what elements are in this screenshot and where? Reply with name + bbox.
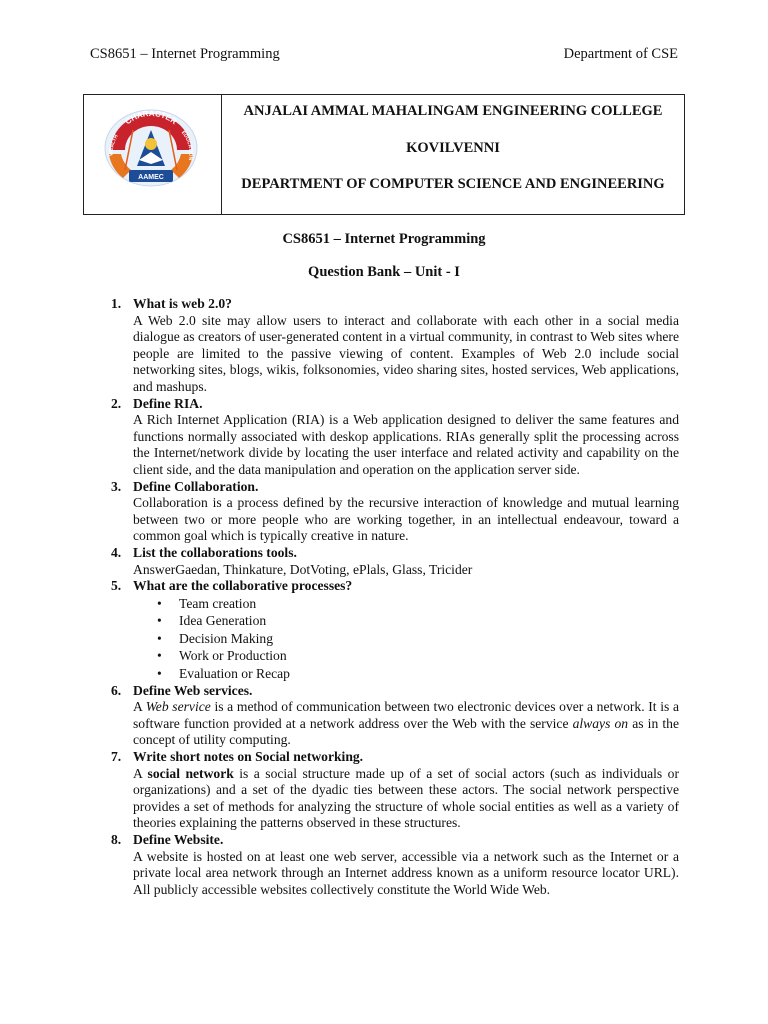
- question-answer: [133, 699, 679, 749]
- question-answer: A Rich Internet Application (RIA) is a Web application designed to deliver the same features and functions normally associated with deskop applications. RIAs generally split the processing across the Internet/network divide by locating the user interface and related activity and capability on the client side, and the data manipulation and operation on the application server side.: [133, 412, 679, 477]
- bullet-icon: •: [157, 648, 162, 664]
- list-item: [157, 595, 679, 613]
- question-list: [111, 296, 679, 898]
- question-title: What is web 2.0?: [133, 296, 232, 311]
- question-item: [111, 396, 679, 479]
- logo-text-left: WEALTH: [108, 133, 120, 156]
- question-title: Define RIA.: [133, 395, 203, 411]
- question-item: [111, 296, 679, 396]
- list-item: [157, 630, 679, 648]
- question-item: [111, 479, 679, 545]
- question-title: Define Web services.: [133, 682, 253, 698]
- question-number: 2.: [111, 395, 122, 411]
- header-department: Department of CSE: [563, 46, 678, 62]
- college-name: ANJALAI AMMAL MAHALINGAM ENGINEERING COLLEGE: [243, 103, 663, 119]
- question-item: [111, 683, 679, 749]
- question-number: 6.: [111, 682, 122, 698]
- header-course: CS8651 – Internet Programming: [90, 46, 280, 62]
- logo-text-top: CHARACTER: [123, 108, 179, 127]
- bullet-icon: •: [157, 666, 162, 682]
- answer-text: is a method of communication between two electronic devices over a network. It is a software function provided at a network address over the Web with the service: [133, 699, 679, 731]
- college-logo: [103, 108, 199, 188]
- answer-text: as in the concept of utility computing.: [133, 715, 679, 748]
- question-number: 7.: [111, 749, 122, 765]
- list-item-text: Team creation: [179, 595, 257, 611]
- question-answer: [133, 766, 679, 832]
- answer-emphasis: always on: [572, 715, 629, 731]
- question-item: [111, 832, 679, 898]
- question-title: What are the collaborative processes?: [133, 578, 353, 594]
- logo-text-right: EDUCATION: [179, 129, 194, 161]
- question-item: [111, 578, 679, 683]
- question-title: Define Website.: [133, 832, 224, 847]
- process-list: [133, 595, 679, 683]
- question-title: List the collaborations tools.: [133, 544, 297, 560]
- college-header-box: [83, 94, 685, 215]
- question-item: [111, 545, 679, 578]
- list-item-text: Decision Making: [179, 630, 274, 646]
- running-header: [90, 46, 678, 66]
- question-answer: A website is hosted on at least one web server, accessible via a network such as the Internet or a private local area network through an Internet address known as a uniform resource locator URL). All publicly accessible websites collectively constitute the World Wide Web.: [133, 848, 679, 897]
- answer-text: A: [133, 765, 148, 781]
- question-number: 8.: [111, 832, 122, 847]
- question-title: Write short notes on Social networking.: [133, 749, 364, 765]
- question-number: 5.: [111, 578, 122, 594]
- list-item: [157, 612, 679, 630]
- question-answer: AnswerGaedan, Thinkature, DotVoting, ePlals, Glass, Tricider: [133, 561, 473, 577]
- answer-text: A: [133, 699, 146, 715]
- bullet-icon: •: [157, 613, 162, 629]
- question-title: Define Collaboration.: [133, 478, 259, 494]
- answer-text: is a social structure made up of a set of social actors (such as individuals or organizations) and a set of the dyadic ties between these actors. The social network perspective provides a set of methods for analyzing the structure of whole social entities as well as a variety of theories explaining the patterns observed in these structures.: [133, 765, 679, 831]
- college-title-cell: [222, 95, 684, 214]
- question-answer: A Web 2.0 site may allow users to interact and collaborate with each other in a social media dialogue as creators of user-generated content in a virtual community, in contrast to Web sites where people are limited to the passive viewing of content. Examples of Web 2.0 include social networking sites, blogs, wikis, folksonomies, video sharing sites, hosted services, Web applications, and mashups.: [133, 312, 679, 394]
- question-number: 1.: [111, 296, 122, 311]
- department-name: DEPARTMENT OF COMPUTER SCIENCE AND ENGINEERING: [241, 176, 665, 192]
- list-item-text: Idea Generation: [179, 613, 267, 629]
- answer-emphasis: Web service: [145, 699, 211, 715]
- course-title: CS8651 – Internet Programming: [282, 231, 486, 247]
- bullet-icon: •: [157, 630, 162, 646]
- list-item: [157, 665, 679, 683]
- list-item: [157, 647, 679, 665]
- bullet-icon: •: [157, 595, 162, 611]
- question-number: 3.: [111, 478, 122, 494]
- question-item: [111, 749, 679, 832]
- unit-title: Question Bank – Unit - I: [308, 264, 460, 280]
- college-place: KOVILVENNI: [406, 140, 500, 156]
- answer-strong: social network: [147, 765, 234, 781]
- question-number: 4.: [111, 544, 122, 560]
- list-item-text: Evaluation or Recap: [179, 666, 290, 682]
- list-item-text: Work or Production: [179, 648, 287, 664]
- question-answer: Collaboration is a process defined by the recursive interaction of knowledge and mutual learning between two or more people who are working together, in an intellectual endeavour, toward a common goal which is typically creative in nature.: [133, 495, 679, 544]
- logo-text-bottom: AAMEC: [138, 174, 164, 181]
- logo-cell: [84, 95, 222, 214]
